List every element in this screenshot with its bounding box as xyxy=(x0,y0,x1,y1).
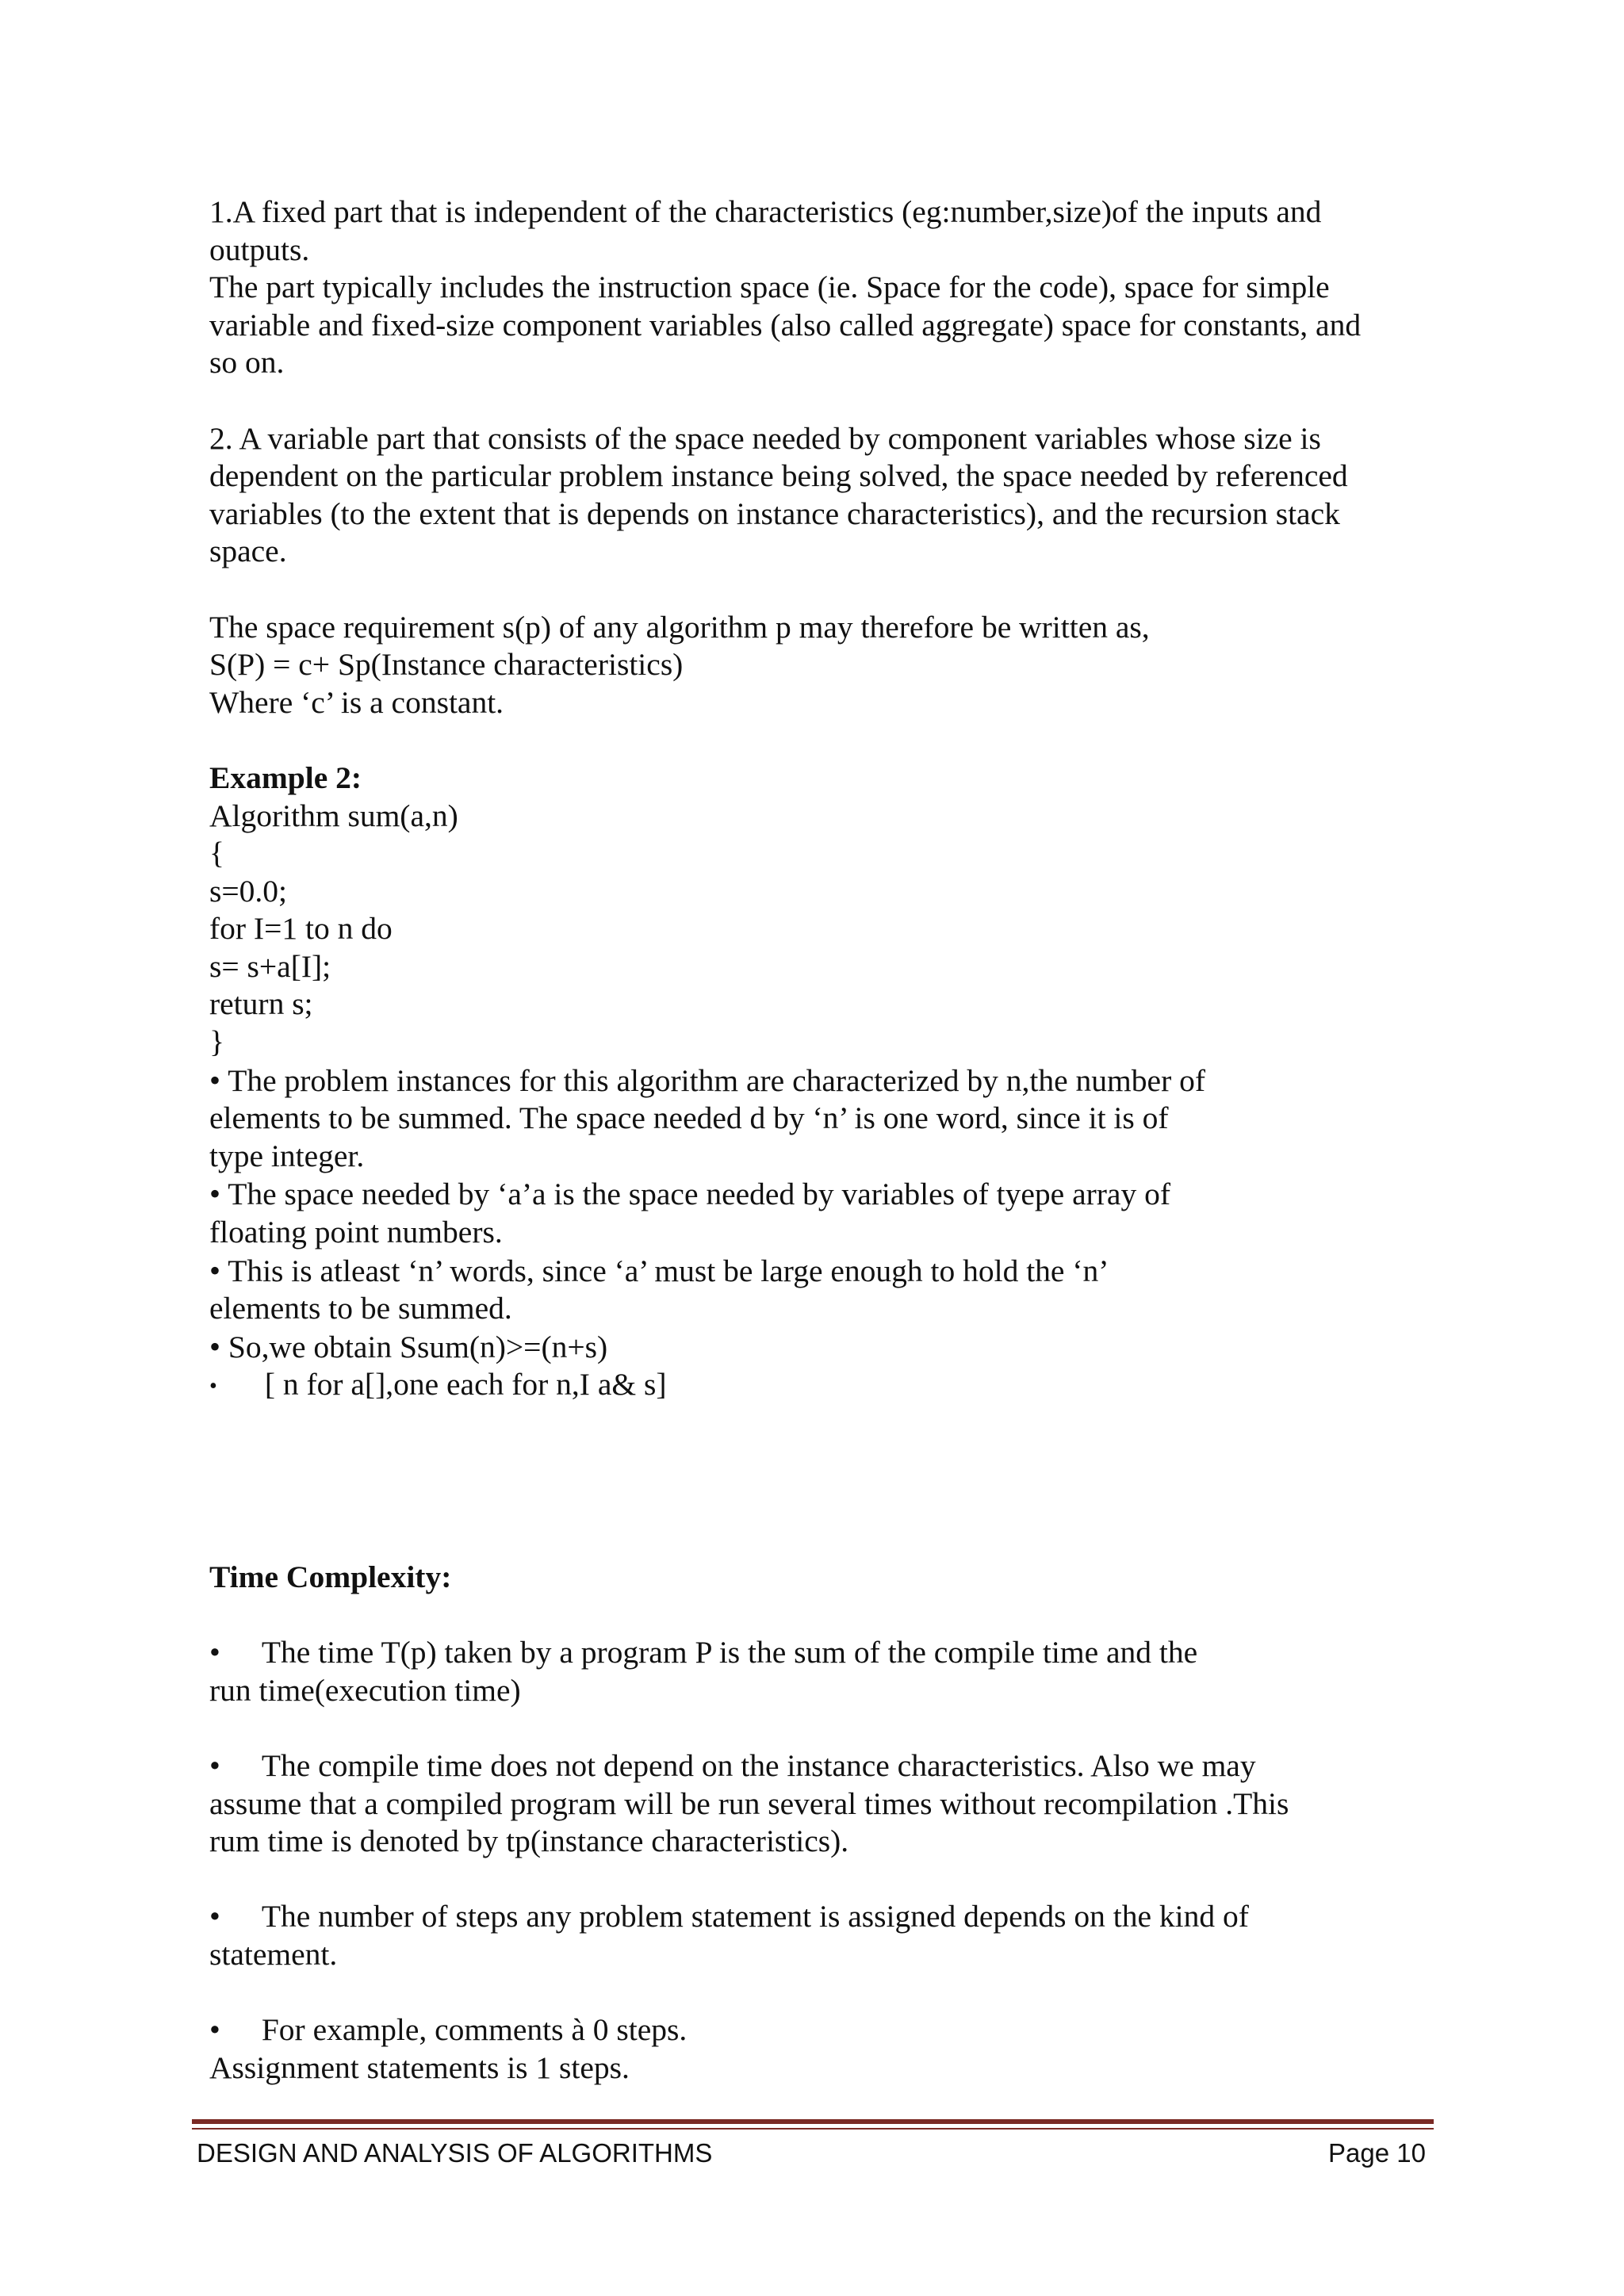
text-line: floating point numbers. xyxy=(209,1215,503,1250)
blank-line xyxy=(209,382,1446,420)
page-body xyxy=(209,193,1446,2087)
code-line: { xyxy=(209,836,224,871)
footer-rule-thin xyxy=(192,2128,1434,2130)
code-line: for I=1 to n do xyxy=(209,911,393,947)
list-item: • The space needed by ‘a’a is the space needed by variables of tyepe array of xyxy=(209,1176,1170,1212)
list-item: • The problem instances for this algorithm are characterized by n,the number of xyxy=(209,1062,1206,1098)
time-complexity-list xyxy=(209,1634,1446,2087)
bullet-icon: • xyxy=(209,1328,221,1364)
text-line: outputs. xyxy=(209,232,310,267)
variable-part-paragraph xyxy=(209,420,1446,571)
example-bullet-list xyxy=(209,1062,1446,1407)
list-item: • The number of steps any problem statement is assigned depends on the kind of xyxy=(209,1899,1249,1934)
blank-line xyxy=(209,571,1446,609)
formula-line: S(P) = c+ Sp(Instance characteristics) xyxy=(209,647,684,683)
section-spacer xyxy=(209,1407,1446,1559)
text-line: statement. xyxy=(209,1936,338,1972)
text-line: run time(execution time) xyxy=(209,1672,521,1708)
algorithm-code xyxy=(209,798,1446,1062)
space-requirement-paragraph xyxy=(209,609,1446,722)
list-item: • For example, comments à 0 steps. xyxy=(209,2012,688,2048)
example-heading: Example 2: xyxy=(209,760,362,795)
bullet-icon: • xyxy=(209,2012,220,2048)
blank-line xyxy=(209,1709,1446,1747)
list-item: • The time T(p) taken by a program P is the sum of the compile time and the xyxy=(209,1635,1198,1670)
text-line: space. xyxy=(209,534,287,569)
blank-line xyxy=(209,721,1446,760)
text-line: variables (to the extent that is depends on instance characteristics), and the recursion stack xyxy=(209,496,1340,531)
blank-line xyxy=(209,1974,1446,2012)
text-line: 2. A variable part that consists of the space needed by component variables whose size is xyxy=(209,420,1321,456)
bullet-icon: • xyxy=(209,1176,221,1212)
code-line: Algorithm sum(a,n) xyxy=(209,798,458,833)
bullet-icon: • xyxy=(209,1252,221,1288)
text-line: The space requirement s(p) of any algorithm p may therefore be written as, xyxy=(209,609,1150,645)
text-line: type integer. xyxy=(209,1138,365,1173)
text-line: Where ‘c’ is a constant. xyxy=(209,684,504,720)
code-line: return s; xyxy=(209,986,313,1022)
code-line: s= s+a[I]; xyxy=(209,948,331,984)
text-line: The part typically includes the instruction space (ie. Space for the code), space for simple xyxy=(209,270,1330,305)
text-line: elements to be summed. xyxy=(209,1291,512,1326)
footer-rule xyxy=(192,2119,1434,2124)
text-line: assume that a compiled program will be run several times without recompilation .This xyxy=(209,1785,1289,1821)
bullet-icon: • xyxy=(209,1062,221,1098)
text-line: dependent on the particular problem instance being solved, the space needed by referenced xyxy=(209,458,1348,494)
text-line: variable and fixed-size component variables (also called aggregate) space for constants, and xyxy=(209,307,1362,342)
bullet-icon: • xyxy=(209,1374,217,1399)
fixed-part-paragraph xyxy=(209,193,1446,382)
text-line: so on. xyxy=(209,345,285,381)
blank-line xyxy=(209,1861,1446,1899)
text-line: elements to be summed. The space needed d by ‘n’ is one word, since it is of xyxy=(209,1100,1169,1136)
text-line: rum time is denoted by tp(instance characteristics). xyxy=(209,1823,849,1859)
bullet-icon: • xyxy=(209,1899,220,1934)
bullet-icon: • xyxy=(209,1635,220,1670)
time-complexity-heading: Time Complexity: xyxy=(209,1559,452,1594)
footer-title: DESIGN AND ANALYSIS OF ALGORITHMS xyxy=(197,2138,713,2168)
code-line: s=0.0; xyxy=(209,873,287,909)
list-item: • The compile time does not depend on the instance characteristics. Also we may xyxy=(209,1747,1256,1783)
code-line: } xyxy=(209,1024,224,1060)
text-line: 1.A fixed part that is independent of the characteristics (eg:number,size)of the inputs and xyxy=(209,194,1322,229)
list-item: • This is atleast ‘n’ words, since ‘a’ must be large enough to hold the ‘n’ xyxy=(209,1252,1109,1288)
bullet-icon: • xyxy=(209,1747,220,1783)
list-item: • [ n for a[],one each for n,I a& s] xyxy=(209,1367,667,1402)
blank-line xyxy=(209,1597,1446,1635)
text-line: Assignment statements is 1 steps. xyxy=(209,2049,630,2085)
page-number: Page 10 xyxy=(1328,2138,1426,2168)
list-item: • So,we obtain Ssum(n)>=(n+s) xyxy=(209,1328,608,1364)
